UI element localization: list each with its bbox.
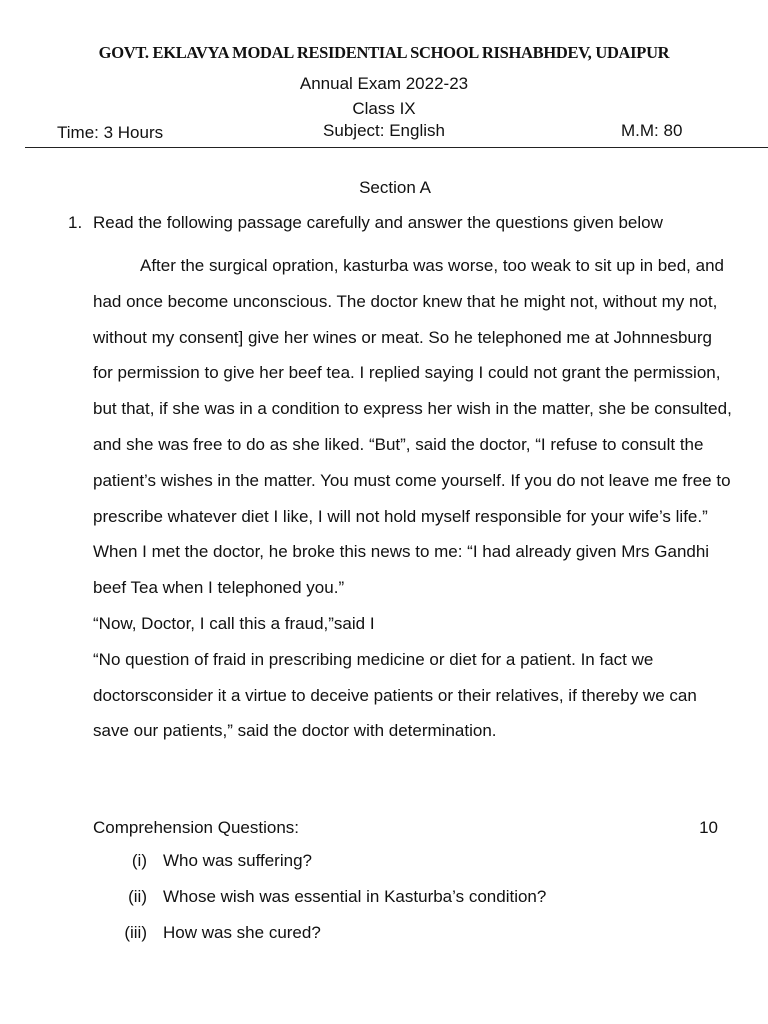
reading-passage [93, 248, 733, 749]
sub-question-number: (i) [131, 851, 147, 870]
question-instruction: Read the following passage carefully and answer the questions given below [93, 213, 663, 232]
comprehension-header [93, 818, 718, 838]
passage-paragraph: “Now, Doctor, I call this a fraud,”said I [93, 613, 375, 633]
time-label: Time: 3 Hours [57, 123, 164, 142]
question-number: 1. [68, 213, 83, 232]
subject-label: Subject: English [323, 121, 445, 140]
comprehension-label: Comprehension Questions: [93, 818, 300, 837]
sub-question-text: How was she cured? [163, 922, 321, 942]
section-title: Section A [359, 178, 431, 197]
sub-question [93, 923, 733, 959]
sub-question-list [93, 851, 733, 958]
sub-question-number: (iii) [124, 922, 147, 942]
comprehension-marks: 10 [699, 818, 718, 837]
school-name: GOVT. EKLAVYA MODAL RESIDENTIAL SCHOOL RISHABHDEV, UDAIPUR [98, 43, 670, 62]
class-label: Class IX [352, 99, 416, 118]
passage-paragraph: After the surgical opration, kasturba was worse, too weak to sit up in bed, and had once become unconscious. The doctor knew that he might not, without my not, without my consent] give her wines or meat. So he telephoned me at Johnnesburg for permission to give her beef tea. I replied saying I could not grant the permission, but that, if she was in a condition to express her wish in the matter, she be consulted, and she was free to do as she liked. “But”, said the doctor, “I refuse to consult the patient’s wishes in the matter. You must come yourself. If you do not leave me free to prescribe whatever diet I like, I will not hold myself responsible for your wife’s life.” [93, 256, 732, 526]
sub-question-number: (ii) [128, 886, 147, 906]
sub-question [93, 887, 733, 923]
sub-question-text: Who was suffering? [163, 851, 312, 870]
sub-question-text: Whose wish was essential in Kasturba’s condition? [163, 886, 547, 906]
passage-paragraph: “No question of fraid in prescribing medicine or diet for a patient. In fact we doctorsconsider it a virtue to deceive patients or their relatives, if thereby we can save our patients,” said the doctor with determination. [93, 649, 697, 741]
max-marks-label: M.M: 80 [621, 121, 683, 140]
passage-paragraph: When I met the doctor, he broke this news to me: “I had already given Mrs Gandhi beef Tea when I telephoned you.” [93, 542, 710, 598]
header-divider [25, 147, 768, 148]
exam-title: Annual Exam 2022-23 [299, 74, 469, 93]
sub-question [93, 851, 733, 887]
